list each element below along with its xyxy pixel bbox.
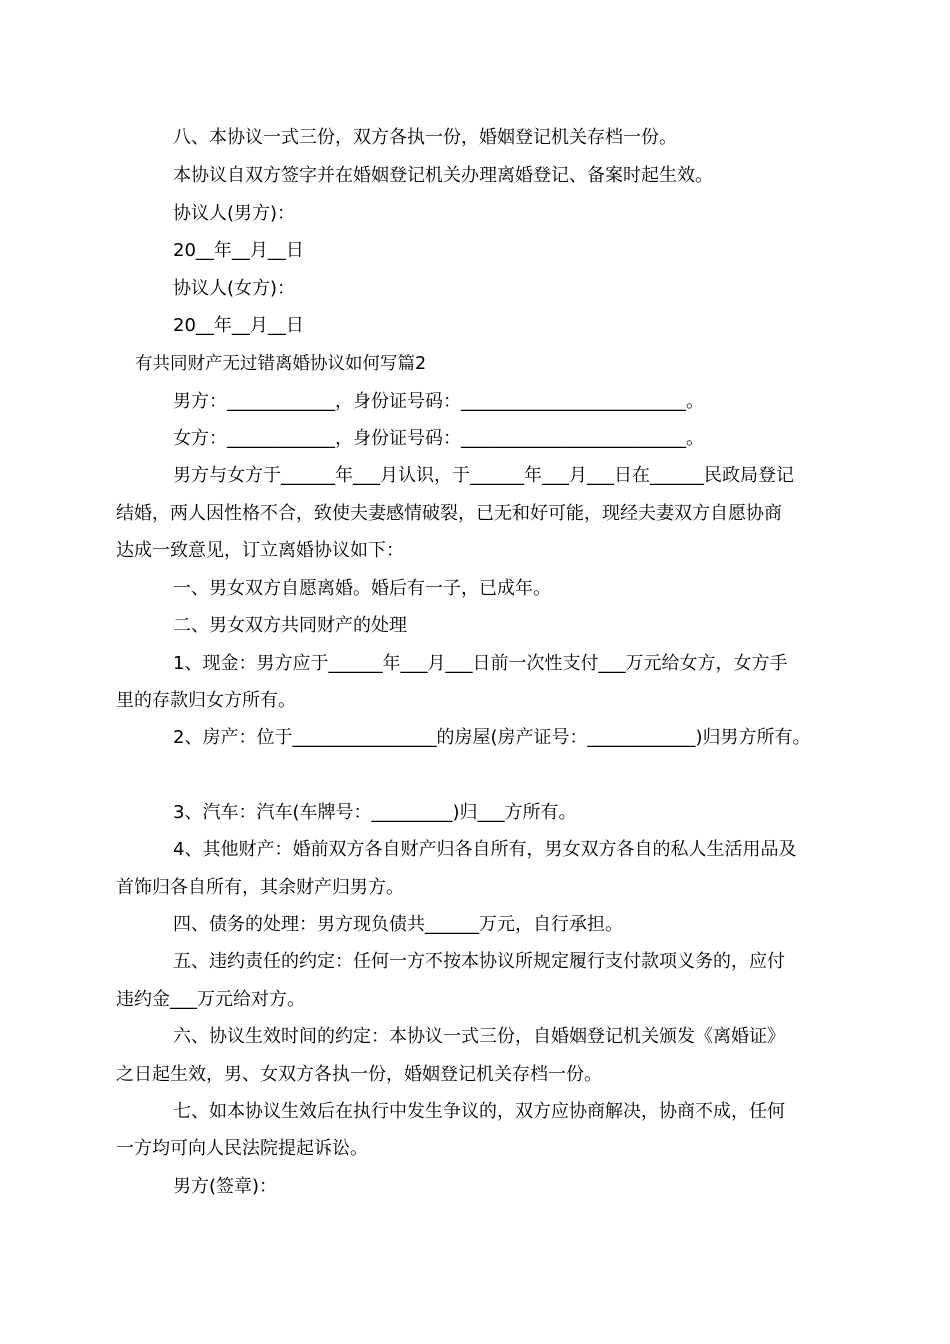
section-heading: 有共同财产无过错离婚协议如何写篇2 bbox=[135, 354, 427, 374]
signatory-female-date: 20__年__月__日 bbox=[173, 315, 304, 336]
other-property-line-2: 首饰归各自所有，其余财产归男方。 bbox=[116, 877, 404, 898]
intro-line-2: 结婚，两人因性格不合，致使夫妻感情破裂，已无和好可能，现经夫妻双方自愿协商 bbox=[116, 503, 782, 524]
effective-clause-line: 本协议自双方签字并在婚姻登记机关办理离婚登记、备案时起生效。 bbox=[173, 165, 713, 186]
dispute-line-2: 一方均可向人民法院提起诉讼。 bbox=[116, 1138, 368, 1159]
cash-line-1: 1、现金：男方应于______年___月___日前一次性支付___万元给女方，女方手 bbox=[173, 653, 788, 674]
clause-1-line: 一、男女双方自愿离婚。婚后有一子，已成年。 bbox=[173, 578, 551, 599]
signatory-male-date: 20__年__月__日 bbox=[173, 240, 304, 261]
car-line: 3、汽车：汽车(车牌号：_________)归___方所有。 bbox=[173, 802, 577, 823]
clause-2-title: 二、男女双方共同财产的处理 bbox=[173, 615, 407, 636]
clause-8-line: 八、本协议一式三份，双方各执一份，婚姻登记机关存档一份。 bbox=[173, 127, 677, 148]
other-property-line-1: 4、其他财产：婚前双方各自财产归各自所有，男女双方各自的私人生活用品及 bbox=[173, 839, 797, 860]
effective-time-line-1: 六、协议生效时间的约定：本协议一式三份，自婚姻登记机关颁发《离婚证》 bbox=[173, 1026, 785, 1047]
dispute-line-1: 七、如本协议生效后在执行中发生争议的，双方应协商解决，协商不成，任何 bbox=[173, 1101, 785, 1122]
breach-line-1: 五、违约责任的约定：任何一方不按本协议所规定履行支付款项义务的，应付 bbox=[173, 951, 785, 972]
property-line: 2、房产：位于________________的房屋(房产证号：____________)归男方所有。 bbox=[173, 727, 811, 748]
intro-line-3: 达成一致意见，订立离婚协议如下： bbox=[116, 540, 404, 561]
female-party-line: 女方：____________，身份证号码：_________________________。 bbox=[173, 428, 704, 449]
intro-line-1: 男方与女方于______年___月认识，于______年___月___日在______民政局登记 bbox=[173, 465, 794, 486]
male-signature-label: 男方(签章)： bbox=[173, 1176, 278, 1197]
effective-time-line-2: 之日起生效，男、女双方各执一份，婚姻登记机关存档一份。 bbox=[116, 1064, 602, 1085]
cash-line-2: 里的存款归女方所有。 bbox=[116, 690, 296, 711]
debt-line: 四、债务的处理：男方现负债共______万元，自行承担。 bbox=[173, 914, 623, 935]
breach-line-2: 违约金___万元给对方。 bbox=[116, 989, 305, 1010]
male-party-line: 男方：____________，身份证号码：_________________________。 bbox=[173, 391, 704, 412]
signatory-female-label: 协议人(女方)： bbox=[173, 278, 296, 299]
signatory-male-label: 协议人(男方)： bbox=[173, 203, 296, 224]
